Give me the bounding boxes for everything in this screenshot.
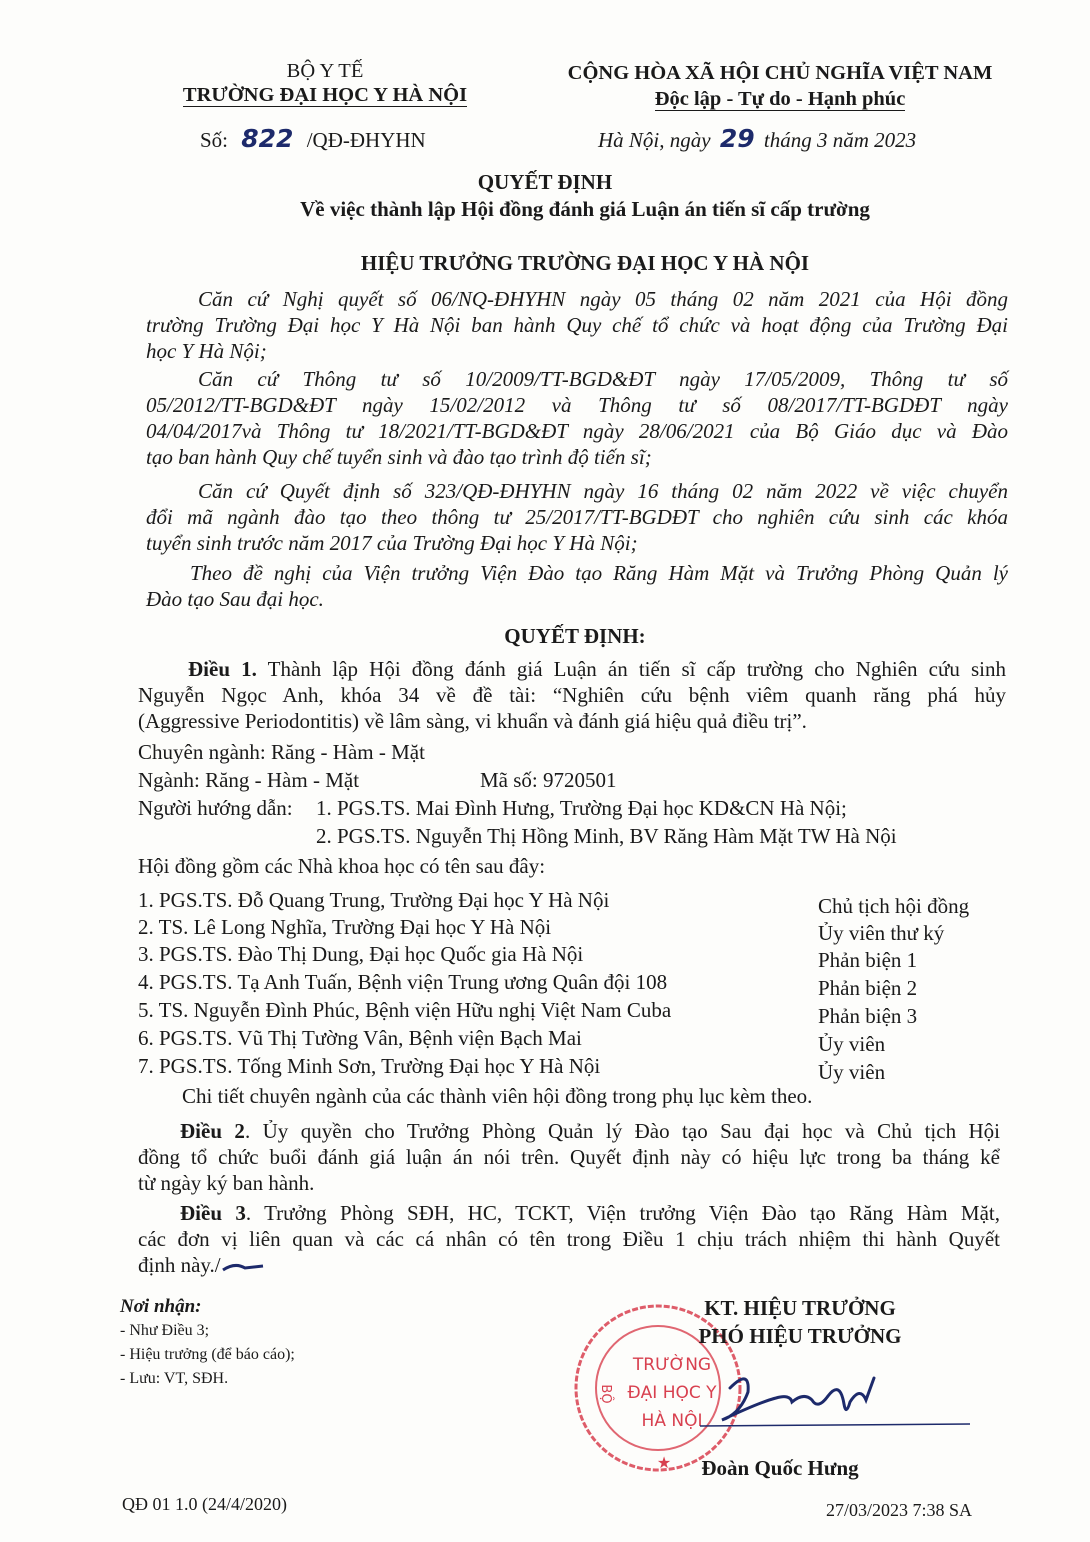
print-timestamp: 27/03/2023 7:38 SA bbox=[826, 1500, 973, 1520]
advisor-2: 2. PGS.TS. Nguyễn Thị Hồng Minh, BV Răng Hàm Mặt TW Hà Nội bbox=[316, 824, 897, 848]
decision-heading: QUYẾT ĐỊNH: bbox=[504, 624, 646, 648]
handwritten-slash-mark bbox=[221, 1258, 265, 1276]
form-code: QĐ 01 1.0 (24/4/2020) bbox=[122, 1494, 287, 1514]
school-name: TRƯỜNG ĐẠI HỌC Y HÀ NỘI bbox=[182, 84, 468, 106]
advisor-label: Người hướng dẫn: bbox=[138, 796, 293, 820]
preamble-2: Căn cứ Thông tư số 10/2009/TT-BGD&ĐT ngày 17/05/2009, Thông tư số 05/2012/TT-BGD&ĐT ngày 15/02/2012 và Thông tư số 08/2017/TT-BGDĐT ngày 04/04/2017và Thông tư 18/2021/TT-BGD&ĐT ngày 28/06/2021 của Bộ Giáo dục và Đào tạo ban hành Quy chế tuyển sinh và đào tạo trình độ tiến sĩ; bbox=[146, 367, 1008, 469]
ministry-name: BỘ Y TẾ bbox=[286, 60, 364, 82]
handwritten-number: 822 bbox=[241, 124, 294, 153]
recipients-title: Nơi nhận: bbox=[120, 1296, 202, 1317]
member-name: 5. TS. Nguyễn Đình Phúc, Bệnh viện Hữu nghị Việt Nam Cuba bbox=[138, 998, 672, 1022]
appendix-note: Chi tiết chuyên ngành của các thành viên hội đồng trong phụ lục kèm theo. bbox=[182, 1084, 813, 1108]
stamp-star-icon: ★ bbox=[656, 1455, 672, 1472]
article-1-label: Điều 1. bbox=[188, 657, 257, 681]
stamp-side: BỘ bbox=[598, 1384, 613, 1404]
field: Ngành: Răng - Hàm - Mặt bbox=[138, 768, 360, 792]
doc-date: Hà Nội, ngày 29 tháng 3 năm 2023 bbox=[598, 124, 917, 153]
signature-title-2: PHÓ HIỆU TRƯỞNG bbox=[698, 1324, 902, 1348]
country-name: CỘNG HÒA XÃ HỘI CHỦ NGHĨA VIỆT NAM bbox=[567, 62, 993, 84]
doc-number: Số: 822 /QĐ-ĐHYHN bbox=[200, 124, 426, 153]
member-name: 7. PGS.TS. Tống Minh Sơn, Trường Đại học Y Hà Nội bbox=[138, 1054, 601, 1078]
preamble-3: Căn cứ Quyết định số 323/QĐ-ĐHYHN ngày 16 tháng 02 năm 2022 về việc chuyển đổi mã ngành đào tạo theo thông tư 25/2017/TT-BGDĐT cho nghiên cứu sinh các khóa tuyển sinh trước năm 2017 của Trường Đại học Y Hà Nội; bbox=[146, 479, 1008, 555]
article-2: Điều 2. Ủy quyền cho Trưởng Phòng Quản lý Đào tạo Sau đại học và Chủ tịch Hội đồng tổ chức buổi đánh giá luận án nói trên. Quyết định này có hiệu lực trong ba tháng kể từ ngày ký ban hành. bbox=[138, 1119, 1001, 1195]
doc-subject: Về việc thành lập Hội đồng đánh giá Luận án tiến sĩ cấp trường bbox=[300, 197, 870, 221]
stamp-line-2: ĐẠI HỌC Y bbox=[627, 1383, 717, 1403]
article-3: Điều 3. Trưởng Phòng SĐH, HC, TCKT, Viện trưởng Viện Đào tạo Răng Hàm Mặt, các đơn vị liên quan và các cá nhân có tên trong Điều 1 chịu trách nhiệm thi hành Quyết định này./ bbox=[138, 1201, 1001, 1277]
member-name: 3. PGS.TS. Đào Thị Dung, Đại học Quốc gia Hà Nội bbox=[138, 942, 584, 966]
member-role: Phản biện 2 bbox=[818, 976, 918, 1000]
recipient-item: - Lưu: VT, SĐH. bbox=[120, 1370, 229, 1387]
preamble-4: Theo đề nghị của Viện trưởng Viện Đào tạo Răng Hàm Mặt và Trưởng Phòng Quản lý Đào tạo Sau đại học. bbox=[146, 561, 1008, 611]
member-name: 2. TS. Lê Long Nghĩa, Trường Đại học Y Hà Nội bbox=[138, 915, 552, 939]
member-name: 1. PGS.TS. Đỗ Quang Trung, Trường Đại học Y Hà Nội bbox=[138, 888, 610, 912]
advisor-1: 1. PGS.TS. Mai Đình Hưng, Trường Đại học KD&CN Hà Nội; bbox=[316, 796, 847, 820]
national-motto: Độc lập - Tự do - Hạnh phúc bbox=[654, 88, 906, 110]
member-role: Phản biện 1 bbox=[818, 948, 918, 972]
member-role: Ủy viên thư ký bbox=[818, 921, 945, 945]
stamp-line-1: TRƯỜNG bbox=[632, 1355, 712, 1375]
member-role: Ủy viên bbox=[818, 1060, 886, 1084]
signature-title-1: KT. HIỆU TRƯỞNG bbox=[704, 1296, 896, 1320]
article-3-label: Điều 3 bbox=[180, 1201, 246, 1225]
member-role: Chủ tịch hội đồng bbox=[818, 894, 970, 918]
recipient-item: - Như Điều 3; bbox=[120, 1322, 210, 1339]
member-role: Phản biện 3 bbox=[818, 1004, 918, 1028]
member-role: Ủy viên bbox=[818, 1032, 886, 1056]
council-intro: Hội đồng gồm các Nhà khoa học có tên sau đây: bbox=[138, 854, 546, 878]
article-1: Điều 1. Thành lập Hội đồng đánh giá Luận án tiến sĩ cấp trường cho Nghiên cứu sinh Nguyễn Ngọc Anh, khóa 34 về đề tài: “Nghiên cứu bệnh viêm quanh răng phá hủy (Aggressive Periodontitis) về lâm sàng, vi khuẩn và đánh giá hiệu quả điều trị”. bbox=[138, 657, 1006, 733]
recipient-item: - Hiệu trưởng (để báo cáo); bbox=[120, 1346, 295, 1363]
doc-title: QUYẾT ĐỊNH bbox=[477, 170, 613, 194]
handwritten-signature bbox=[700, 1358, 980, 1448]
stamp-line-3: HÀ NỘI bbox=[641, 1411, 703, 1431]
field-code: Mã số: 9720501 bbox=[480, 768, 617, 792]
authority-heading: HIỆU TRƯỞNG TRƯỜNG ĐẠI HỌC Y HÀ NỘI bbox=[360, 251, 810, 275]
handwritten-day: 29 bbox=[719, 124, 755, 153]
specialty: Chuyên ngành: Răng - Hàm - Mặt bbox=[138, 740, 425, 764]
preamble-1: Căn cứ Nghị quyết số 06/NQ-ĐHYHN ngày 05 tháng 02 năm 2021 của Hội đồng trường Trường Đại học Y Hà Nội ban hành Quy chế tổ chức và hoạt động của Trường Đại học Y Hà Nội; bbox=[146, 287, 1008, 363]
member-name: 6. PGS.TS. Vũ Thị Tường Vân, Bệnh viện Bạch Mai bbox=[138, 1026, 582, 1050]
article-2-label: Điều 2 bbox=[180, 1119, 245, 1143]
signer-name: Đoàn Quốc Hưng bbox=[701, 1456, 859, 1480]
member-name: 4. PGS.TS. Tạ Anh Tuấn, Bệnh viện Trung ương Quân đội 108 bbox=[138, 970, 668, 994]
